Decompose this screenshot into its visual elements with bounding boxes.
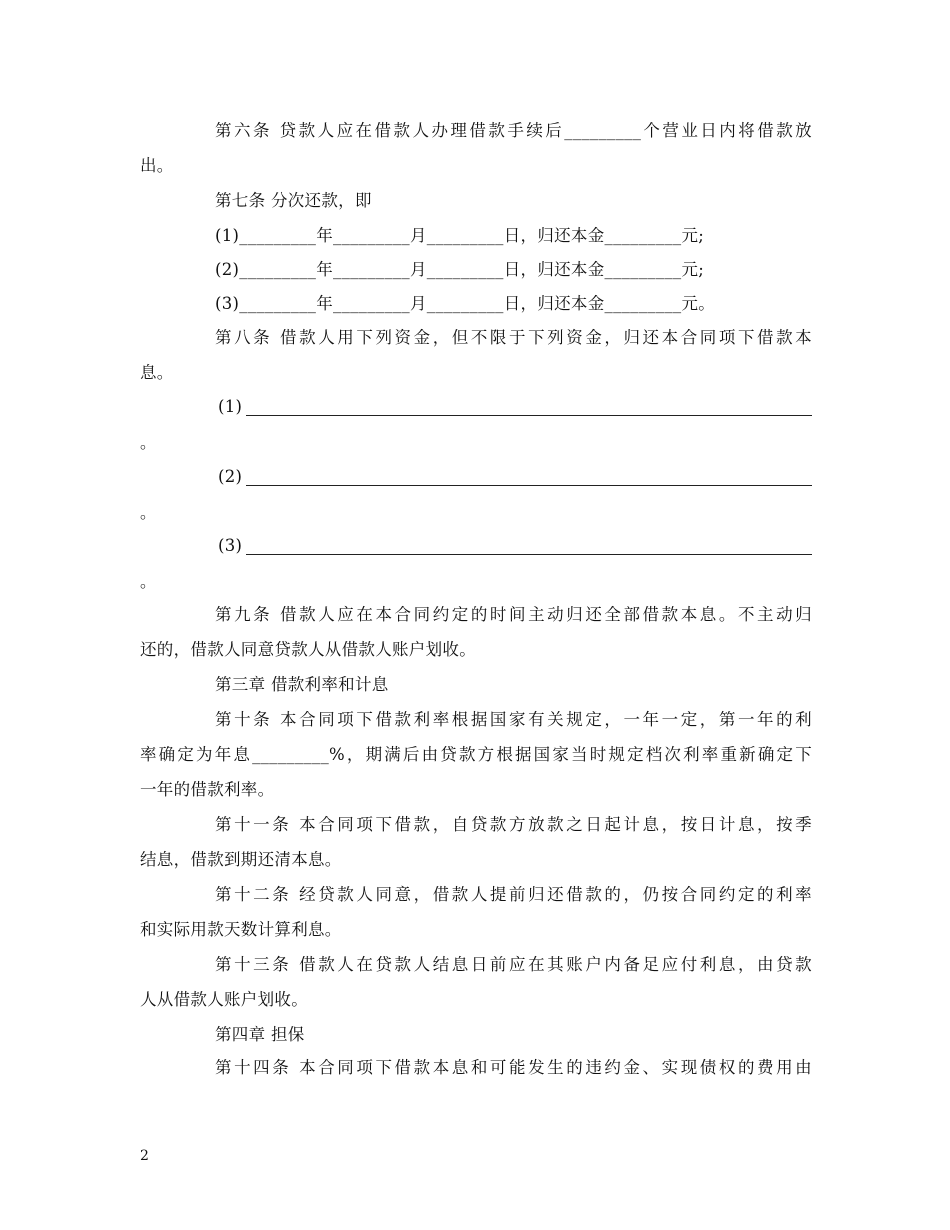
article-7-heading: 第七条 分次还款，即 bbox=[215, 191, 372, 210]
article-9-line-2: 还的，借款人同意贷款人从借款人账户划收。 bbox=[140, 640, 476, 659]
article-12-line-1: 第十二条 经贷款人同意，借款人提前归还借款的，仍按合同约定的利率 bbox=[215, 885, 812, 904]
article-9-line-1: 第九条 借款人应在本合同约定的时间主动归还全部借款本息。不主动归 bbox=[215, 605, 812, 624]
article-12-line-2: 和实际用款天数计算利息。 bbox=[140, 920, 342, 939]
article-13-line-2: 人从借款人账户划收。 bbox=[140, 990, 308, 1009]
article-6-line-1: 第六条 贷款人应在借款人办理借款手续后_________个营业日内将借款放 bbox=[215, 121, 812, 140]
fund-source-2-label: (2) bbox=[218, 467, 243, 486]
repayment-item-3: (3)_________年_________月_________日，归还本金_________元。 bbox=[215, 294, 716, 313]
chapter-3-heading: 第三章 借款利率和计息 bbox=[215, 675, 389, 694]
fund-source-1-label: (1) bbox=[218, 397, 243, 416]
article-8-line-1: 第八条 借款人用下列资金，但不限于下列资金，归还本合同项下借款本 bbox=[215, 328, 812, 347]
fund-source-2-period: 。 bbox=[140, 503, 157, 522]
page-number: 2 bbox=[140, 1148, 149, 1164]
repayment-item-2: (2)_________年_________月_________日，归还本金_________元; bbox=[215, 260, 705, 279]
article-6-line-2: 出。 bbox=[140, 156, 174, 175]
article-8-line-2: 息。 bbox=[140, 363, 174, 382]
article-10-line-1: 第十条 本合同项下借款利率根据国家有关规定，一年一定，第一年的利 bbox=[215, 710, 812, 729]
fund-source-3-blank bbox=[246, 554, 812, 555]
fund-source-1-period: 。 bbox=[140, 433, 157, 452]
chapter-4-heading: 第四章 担保 bbox=[215, 1025, 305, 1044]
repayment-item-1: (1)_________年_________月_________日，归还本金_________元; bbox=[215, 226, 705, 245]
article-14-line-1: 第十四条 本合同项下借款本息和可能发生的违约金、实现债权的费用由 bbox=[215, 1058, 812, 1077]
fund-source-3-period: 。 bbox=[140, 572, 157, 591]
fund-source-2-blank bbox=[246, 485, 812, 486]
fund-source-1-blank bbox=[246, 415, 812, 416]
article-11-line-1: 第十一条 本合同项下借款，自贷款方放款之日起计息，按日计息，按季 bbox=[215, 815, 812, 834]
article-10-line-3: 一年的借款利率。 bbox=[140, 780, 275, 799]
article-13-line-1: 第十三条 借款人在贷款人结息日前应在其账户内备足应付利息，由贷款 bbox=[215, 955, 812, 974]
article-10-line-2: 率确定为年息_________%，期满后由贷款方根据国家当时规定档次利率重新确定下 bbox=[140, 745, 812, 764]
article-11-line-2: 结息，借款到期还清本息。 bbox=[140, 850, 342, 869]
fund-source-3-label: (3) bbox=[218, 536, 243, 555]
